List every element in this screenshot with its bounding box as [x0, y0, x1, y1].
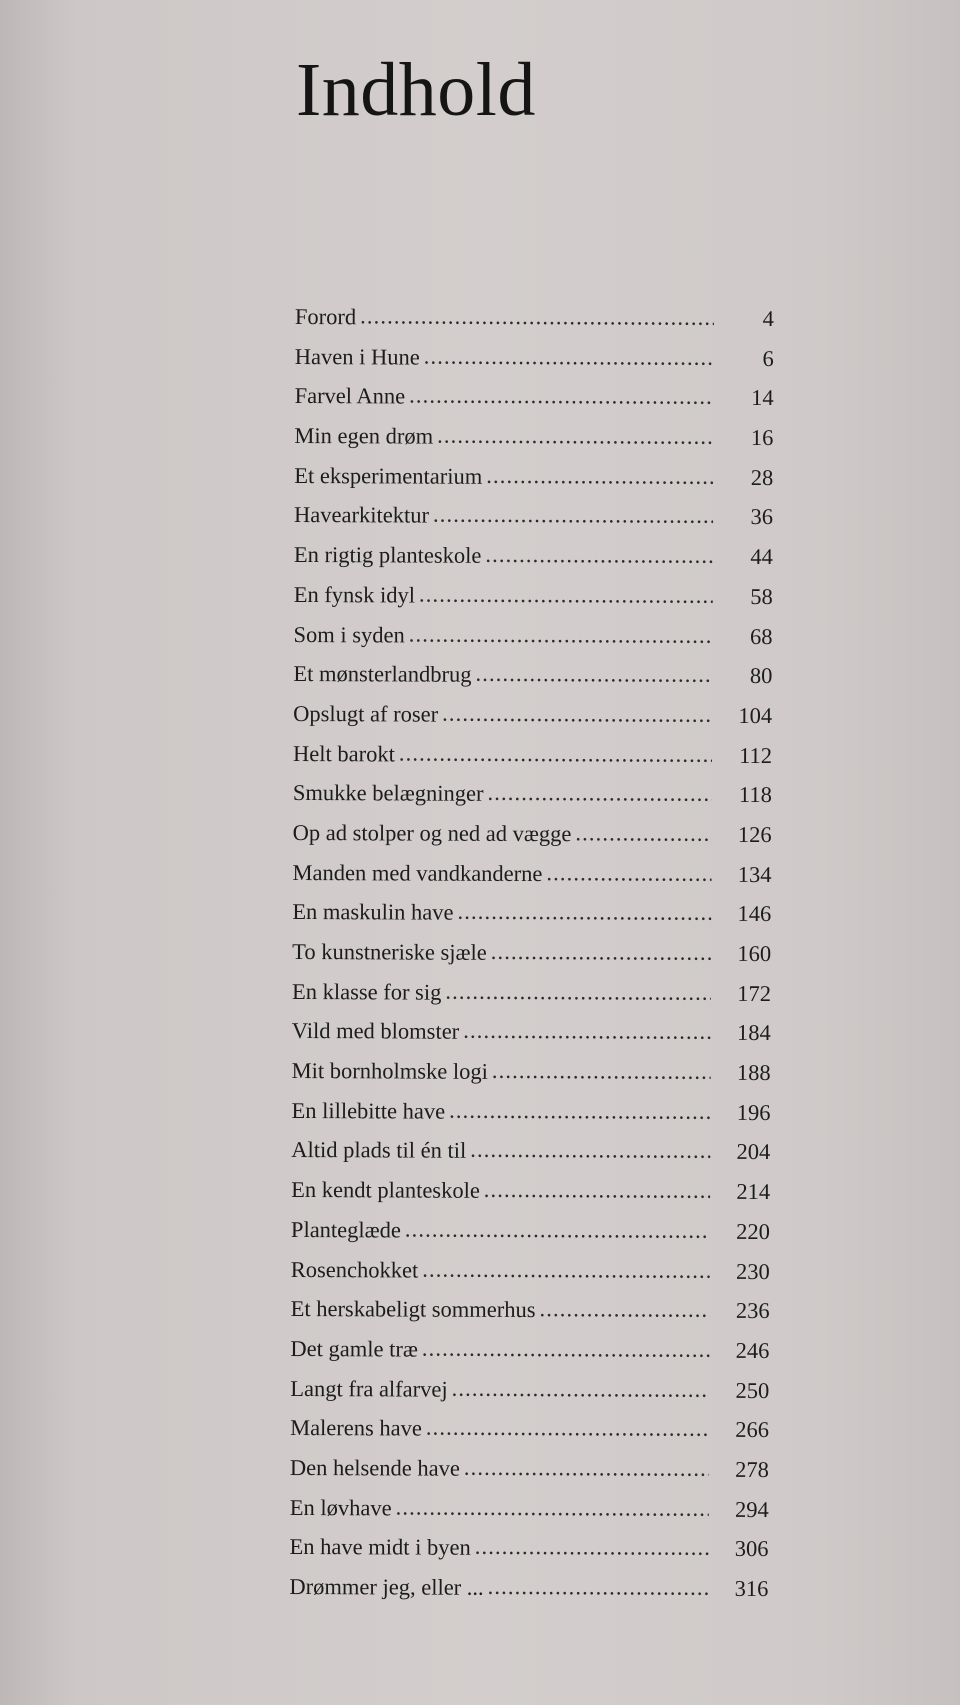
dot-leader [463, 1018, 711, 1045]
toc-entry-page-number: 80 [749, 663, 773, 689]
dot-leader [575, 820, 711, 847]
dot-leader [449, 1097, 710, 1124]
toc-entry-title: En kendt planteskole [291, 1177, 480, 1203]
toc-entry-title: Som i syden [293, 621, 405, 647]
toc-entry-title: Et eksperimentarium [294, 462, 483, 489]
toc-entry-page-number: 44 [750, 544, 773, 570]
dot-leader [475, 661, 712, 688]
dot-leader [475, 1534, 709, 1561]
dot-leader [485, 542, 713, 569]
dot-leader [422, 1256, 710, 1283]
toc-entry-page-number: 134 [737, 861, 772, 887]
toc-entry-title: To kunstneriske sjæle [292, 938, 487, 965]
toc-entry [294, 423, 773, 465]
dot-leader [442, 701, 712, 728]
toc-entry [293, 820, 772, 862]
toc-entry-title: Haven i Hune [294, 343, 420, 370]
toc-entry-page-number: 250 [735, 1377, 770, 1403]
toc-entry-title: Drømmer jeg, eller ... [289, 1573, 484, 1600]
toc-entry-title: Et mønsterlandbrug [293, 661, 472, 687]
toc-entry-page-number: 4 [762, 306, 774, 332]
toc-entry-title: Op ad stolper og ned ad vægge [292, 819, 572, 847]
toc-entry [290, 1376, 769, 1418]
toc-entry [293, 621, 772, 663]
toc-entry-page-number: 214 [736, 1179, 771, 1205]
toc-entry [293, 780, 772, 822]
toc-entry [292, 860, 771, 902]
toc-entry-page-number: 126 [737, 821, 772, 848]
toc-entry-title: Et herskabeligt sommerhus [290, 1296, 536, 1323]
dot-leader [424, 343, 714, 370]
toc-entry [290, 1495, 769, 1537]
toc-entry-title: En lillebitte have [291, 1097, 446, 1124]
toc-entry-title: Helt barokt [292, 740, 395, 767]
dot-leader [492, 1058, 711, 1085]
dot-leader [409, 621, 713, 648]
toc-entry-title: Altid plads til én til [291, 1137, 467, 1164]
toc-entry-page-number: 306 [734, 1536, 769, 1562]
toc-entry-page-number: 246 [735, 1337, 770, 1363]
toc-entry [289, 1574, 768, 1616]
toc-entry-title: En have midt i byen [289, 1534, 471, 1561]
toc-entry-title: Manden med vandkanderne [292, 859, 543, 886]
table-of-contents [289, 304, 774, 1616]
toc-entry-page-number: 28 [750, 464, 774, 490]
toc-entry-page-number: 104 [738, 702, 773, 728]
dot-leader [445, 978, 711, 1005]
toc-entry-page-number: 68 [750, 623, 773, 649]
toc-entry [292, 939, 771, 981]
toc-entry-title: Smukke belægninger [292, 780, 484, 807]
toc-entry-page-number: 160 [737, 940, 772, 967]
toc-entry-title: En løvhave [289, 1494, 392, 1521]
dot-leader [405, 1216, 710, 1243]
dot-leader [426, 1415, 709, 1442]
toc-entry [294, 383, 773, 425]
toc-entry-title: Planteglæde [290, 1216, 402, 1243]
toc-entry-title: Det gamle træ [290, 1335, 418, 1362]
toc-entry-title: En klasse for sig [291, 978, 442, 1005]
toc-entry [293, 701, 772, 743]
toc-entry-title: Havearkitektur [294, 502, 430, 529]
toc-entry [294, 582, 773, 624]
dot-leader [360, 303, 714, 331]
toc-entry-page-number: 6 [762, 345, 774, 371]
toc-entry [291, 1256, 770, 1298]
toc-entry [292, 979, 771, 1021]
page-title: Indhold [296, 48, 536, 132]
toc-entry-page-number: 36 [750, 504, 774, 530]
dot-leader [486, 463, 713, 490]
dot-leader [464, 1455, 709, 1482]
toc-entry-title: En rigtig planteskole [293, 542, 482, 568]
toc-entry [290, 1296, 769, 1338]
toc-entry [290, 1336, 769, 1378]
toc-entry [291, 1177, 770, 1219]
toc-entry-page-number: 112 [739, 742, 773, 768]
toc-entry [290, 1455, 769, 1497]
toc-entry [293, 661, 772, 703]
toc-entry-page-number: 236 [735, 1298, 770, 1324]
toc-entry-page-number: 220 [736, 1218, 771, 1244]
toc-entry-page-number: 316 [734, 1575, 769, 1602]
toc-entry [294, 502, 773, 544]
toc-entry-page-number: 230 [735, 1258, 770, 1284]
toc-entry [292, 1018, 771, 1060]
toc-entry-title: Mit bornholmske logi [291, 1058, 488, 1084]
toc-entry-title: Opslugt af roser [293, 700, 439, 727]
toc-entry-page-number: 278 [735, 1456, 769, 1483]
toc-entry-title: Den helsende have [289, 1454, 460, 1481]
dot-leader [419, 581, 713, 608]
dot-leader [546, 860, 711, 887]
dot-leader [470, 1137, 710, 1164]
toc-entry [293, 741, 772, 783]
dot-leader [433, 502, 713, 529]
toc-entry-page-number: 196 [736, 1099, 771, 1125]
toc-entry [294, 542, 773, 584]
dot-leader [488, 1574, 709, 1601]
toc-entry [292, 1058, 771, 1100]
toc-entry-page-number: 184 [737, 1020, 771, 1046]
toc-entry [289, 1534, 768, 1576]
dot-leader [452, 1375, 710, 1402]
dot-leader [491, 939, 711, 966]
toc-entry-title: Rosenchokket [290, 1256, 419, 1283]
toc-entry-page-number: 204 [736, 1139, 771, 1165]
toc-entry-page-number: 266 [735, 1417, 770, 1443]
toc-entry-page-number: 146 [737, 901, 772, 927]
toc-entry [291, 1098, 770, 1140]
toc-entry-page-number: 188 [736, 1059, 771, 1086]
dot-leader [487, 780, 712, 807]
toc-entry [290, 1415, 769, 1457]
toc-entry-title: En fynsk idyl [293, 581, 416, 608]
toc-entry [291, 1137, 770, 1179]
toc-entry-title: Langt fra alfarvej [290, 1375, 448, 1402]
dot-leader [484, 1177, 710, 1204]
toc-entry-title: Vild med blomster [291, 1018, 460, 1045]
toc-entry [295, 304, 774, 346]
toc-entry-title: Min egen drøm [294, 423, 434, 449]
toc-entry [291, 1217, 770, 1259]
toc-entry-page-number: 14 [751, 385, 774, 411]
dot-leader [422, 1335, 710, 1362]
dot-leader [399, 740, 712, 767]
toc-entry-title: En maskulin have [292, 899, 454, 926]
toc-entry-title: Farvel Anne [294, 383, 406, 409]
toc-entry [294, 463, 773, 505]
toc-entry-page-number: 16 [750, 425, 774, 451]
toc-entry-title: Malerens have [290, 1415, 422, 1441]
toc-entry-page-number: 58 [750, 583, 773, 609]
dot-leader [409, 383, 714, 410]
toc-entry-title: Forord [294, 304, 357, 330]
dot-leader [540, 1296, 710, 1323]
dot-leader [396, 1494, 709, 1521]
toc-entry-page-number: 118 [738, 782, 772, 808]
toc-entry [292, 899, 771, 941]
dot-leader [458, 899, 712, 926]
dot-leader [437, 423, 713, 450]
toc-entry-page-number: 294 [734, 1496, 769, 1522]
toc-entry [295, 344, 774, 386]
toc-entry-page-number: 172 [737, 980, 772, 1006]
